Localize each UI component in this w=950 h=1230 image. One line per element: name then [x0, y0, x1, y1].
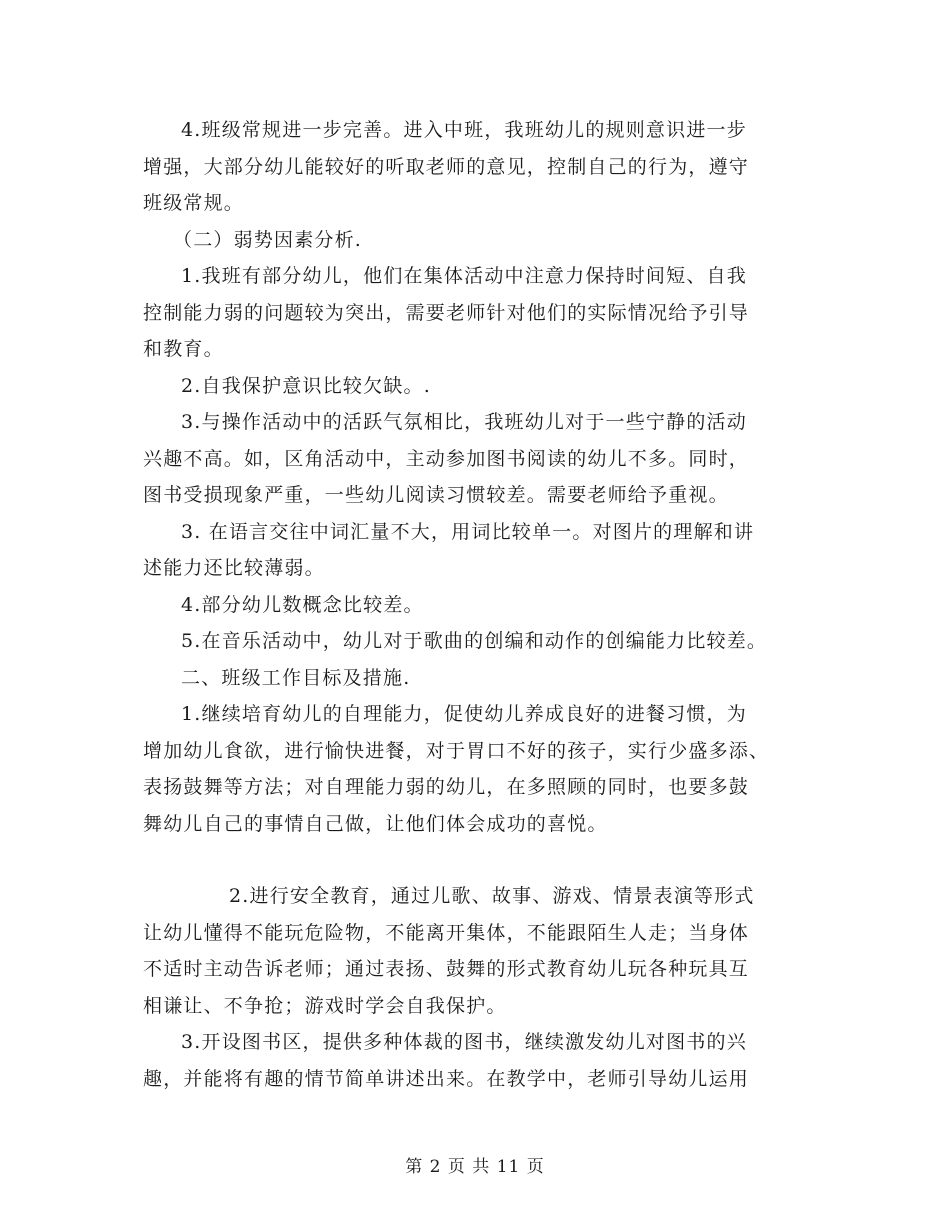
paragraph-weakness-1 [143, 258, 813, 368]
text-line: 趣，并能将有趣的情节简单讲述出来。在教学中，老师引导幼儿运用 [143, 1067, 750, 1090]
text-line: 表扬鼓舞等方法；对自理能力弱的幼儿，在多照顾的同时，也要多鼓 [143, 776, 750, 798]
text-line: 述能力还比较薄弱。 [143, 557, 325, 579]
paragraph-goal-3 [143, 1024, 813, 1097]
text-line: 增强，大部分幼儿能较好的听取老师的意见，控制自己的行为，遵守 [143, 155, 750, 178]
text-line: 控制能力弱的问题较为突出，需要老师针对他们的实际情况给予引导 [143, 301, 750, 324]
text-line: 让幼儿懂得不能玩危险物，不能离开集体，不能跟陌生人走；当身体 [143, 921, 750, 944]
text-line: 3.与操作活动中的活跃气氛相比，我班幼儿对于一些宁静的活动 [181, 411, 747, 433]
text-line: 2.自我保护意识比较欠缺。. [181, 374, 431, 397]
section-heading-goals [143, 660, 813, 697]
text-line: 不适时主动告诉老师；通过表扬、鼓舞的形式教育幼儿玩各种玩具互 [143, 958, 750, 980]
text-line: 舞幼儿自己的事情自己做，让他们体会成功的喜悦。 [143, 812, 608, 835]
text-line: 兴趣不高。如，区角活动中，主动参加图书阅读的幼儿不多。同时， [143, 447, 750, 470]
paragraph-goal-2 [143, 878, 813, 1024]
paragraph-weakness-2 [143, 368, 813, 405]
text-line: 1.继续培育幼儿的自理能力，促使幼儿养成良好的进餐习惯，为 [181, 703, 747, 725]
page-footer [0, 1152, 950, 1177]
paragraph-weakness-3 [143, 404, 813, 514]
paragraph-weakness-5 [143, 623, 813, 660]
text-line: 增加幼儿食欲，进行愉快进餐，对于胃口不好的孩子，实行少盛多添、 [143, 739, 770, 762]
paragraph-goal-1 [143, 696, 813, 842]
text-line: 图书受损现象严重，一些幼儿阅读习惯较差。需要老师给予重视。 [143, 484, 729, 506]
text-line: 班级常规。 [143, 192, 245, 214]
page-number: 第 2 页 共 11 页 [405, 1157, 545, 1177]
text-line: 3.开设图书区，提供多种体裁的图书，继续激发幼儿对图书的兴 [181, 1031, 747, 1053]
text-line: 5.在音乐活动中，幼儿对于歌曲的创编和动作的创编能力比较差。 [181, 630, 768, 652]
text-line: 二、班级工作目标及措施. [181, 666, 411, 689]
text-line: 3. 在语言交往中词汇量不大，用词比较单一。对图片的理解和讲 [181, 520, 755, 543]
text-line: 和教育。 [143, 338, 224, 360]
text-line: 4.部分幼儿数概念比较差。 [181, 593, 424, 616]
text-line: 2.进行安全教育，通过儿歌、故事、游戏、情景表演等形式 [229, 885, 755, 907]
text-line: 相谦让、不争抢；游戏时学会自我保护。 [143, 994, 507, 1017]
paragraph-class-routine [143, 112, 813, 222]
text-line: 1.我班有部分幼儿，他们在集体活动中注意力保持时间短、自我 [181, 265, 747, 287]
paragraph-gap [143, 842, 813, 878]
paragraph-weakness-4 [143, 587, 813, 624]
paragraph-weakness-3b [143, 514, 813, 587]
document-body [143, 112, 813, 1097]
text-line: 4.班级常规进一步完善。进入中班，我班幼儿的规则意识进一步 [181, 119, 747, 141]
text-line: （二）弱势因素分析. [173, 228, 363, 251]
section-heading-weakness [143, 222, 813, 259]
